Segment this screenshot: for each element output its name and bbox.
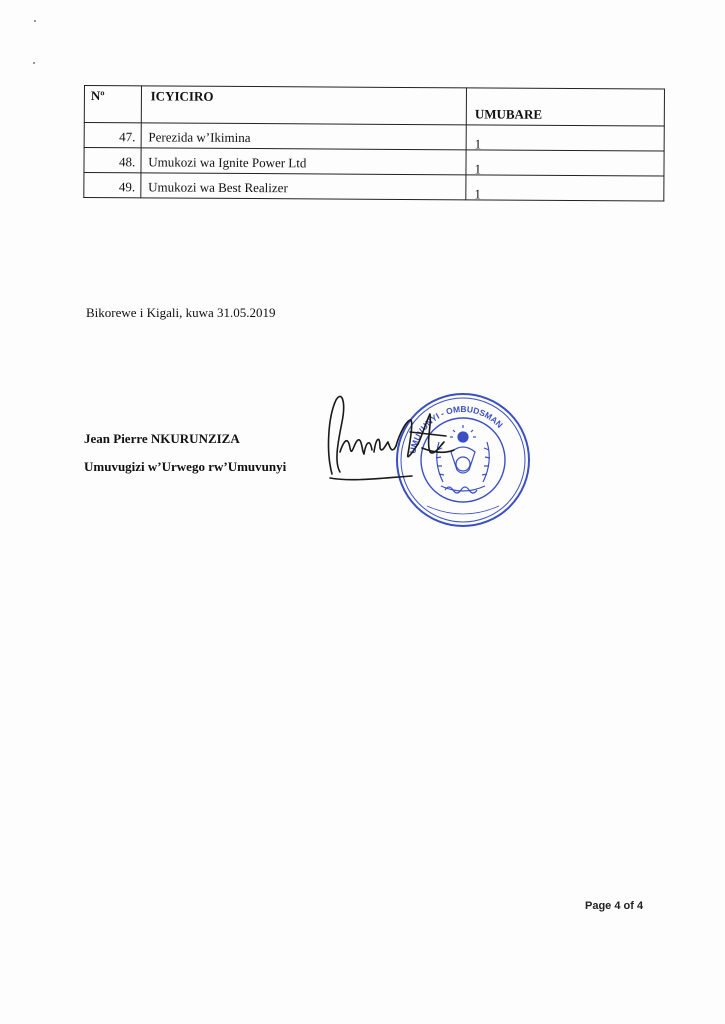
page-footer: Page 4 of 4 [585,900,644,912]
header-number: Nº [84,86,141,123]
row-count: 1 [466,178,664,204]
header-category: ICYICIRO [141,86,467,125]
stamp-text: UMUVUNYI - OMBUDSMAN [407,403,505,455]
scan-speck [34,20,36,22]
scan-speck [33,62,35,64]
row-category: Perezida w’Ikimina [141,123,466,150]
row-category: Umukozi wa Best Realizer [141,173,466,200]
row-number: 49. [84,173,141,198]
row-number: 48. [84,148,141,173]
category-table [83,85,665,202]
handwritten-signature [322,392,462,487]
table-header-row [84,86,664,127]
row-number: 47. [84,123,141,148]
row-count: 1 [466,153,664,179]
signer-name: Jean Pierre NKURUNZIZA [84,431,240,446]
row-category: Umukozi wa Ignite Power Ltd [141,148,466,175]
place-and-date: Bikorewe i Kigali, kuwa 31.05.2019 [86,305,276,320]
signer-title: Umuvugizi w’Urwego rw’Umuvunyi [84,459,287,474]
table-row [84,123,664,152]
header-count: UMUBARE [466,88,664,126]
row-count: 1 [466,128,664,154]
